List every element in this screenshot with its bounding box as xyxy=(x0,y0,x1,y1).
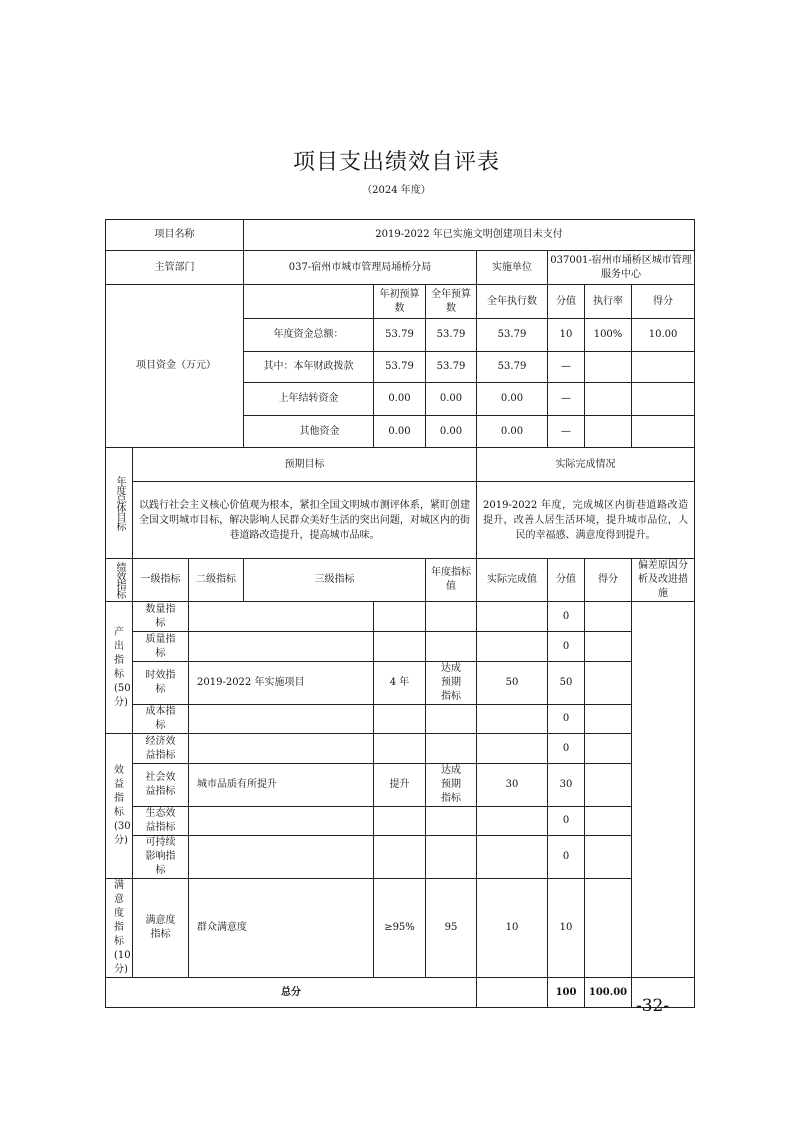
score-value xyxy=(477,705,548,734)
cell: 0.00 xyxy=(374,416,426,448)
cell: 0.00 xyxy=(477,416,548,448)
total-blank xyxy=(477,978,548,1008)
cell xyxy=(585,352,632,383)
cell xyxy=(585,416,632,448)
level1-indicator: 效益指标(30分) xyxy=(106,734,133,879)
target-value: 提升 xyxy=(374,764,426,807)
indicator-row xyxy=(106,734,695,764)
level3-indicator xyxy=(189,632,374,662)
unit-label: 实施单位 xyxy=(477,251,548,285)
actual-value xyxy=(426,632,477,662)
level3-indicator xyxy=(189,836,374,879)
level3-indicator xyxy=(189,705,374,734)
cell: 10 xyxy=(548,319,585,352)
score-value xyxy=(477,807,548,836)
funds-header: 全年预算数 xyxy=(426,285,477,319)
actual-value xyxy=(426,734,477,764)
year-subtitle: （2024 年度） xyxy=(362,185,431,196)
indicator-header: 二级指标 xyxy=(189,559,244,602)
deviation-note xyxy=(585,602,632,632)
actual-value: 达成预期指标 xyxy=(426,764,477,807)
target-value xyxy=(374,836,426,879)
cell: 0.00 xyxy=(374,383,426,416)
score: 30 xyxy=(548,764,585,807)
goals-label: 年度总体目标 xyxy=(106,448,133,559)
score: 0 xyxy=(548,602,585,632)
level2-indicator: 可持续影响指标 xyxy=(133,836,189,879)
funds-header: 得分 xyxy=(632,285,695,319)
level1-indicator: 产出指标(50分) xyxy=(106,602,133,734)
indicator-row xyxy=(106,662,695,705)
score: 0 xyxy=(548,807,585,836)
actual-value: 95 xyxy=(426,879,477,978)
cell: 0.00 xyxy=(426,383,477,416)
cell xyxy=(632,383,695,416)
expected-goal-text: 以践行社会主义核心价值观为根本，紧扣全国文明城市测评体系，紧盯创建全国文明城市目标，解决影响人民群众美好生活的突出问题，对城区内的街巷道路改造提升，提高城市品味。 xyxy=(133,482,477,559)
score-value: 30 xyxy=(477,764,548,807)
target-value xyxy=(374,602,426,632)
indicator-header: 分值 xyxy=(548,559,585,602)
funds-header: 年初预算数 xyxy=(374,285,426,319)
deviation-note xyxy=(585,879,632,978)
indicator-row xyxy=(106,705,695,734)
cell: 10.00 xyxy=(632,319,695,352)
level3-indicator xyxy=(189,602,374,632)
score: 10 xyxy=(548,879,585,978)
funds-row-label: 上年结转资金 xyxy=(244,383,374,416)
unit-value: 037001-宿州市埇桥区城市管理服务中心 xyxy=(548,251,695,285)
level2-indicator: 生态效益指标 xyxy=(133,807,189,836)
deviation-note xyxy=(585,705,632,734)
deviation-note xyxy=(585,836,632,879)
cell xyxy=(632,352,695,383)
indicator-row xyxy=(106,602,695,632)
cell: 0.00 xyxy=(426,416,477,448)
score-value: 10 xyxy=(477,879,548,978)
level3-indicator xyxy=(189,734,374,764)
page-title: 项目支出绩效自评表 xyxy=(292,150,500,175)
target-value: ≥95% xyxy=(374,879,426,978)
cell: — xyxy=(548,383,585,416)
project-name: 2019-2022 年已实施文明创建项目未支付 xyxy=(244,220,695,251)
score-value xyxy=(477,632,548,662)
expected-goal-label: 预期目标 xyxy=(133,448,477,482)
actual-value: 达成预期指标 xyxy=(426,662,477,705)
score: 50 xyxy=(548,662,585,705)
target-value: 4 年 xyxy=(374,662,426,705)
dept-value: 037-宿州市城市管理局埇桥分局 xyxy=(244,251,477,285)
deviation-note xyxy=(585,764,632,807)
level3-indicator: 2019-2022 年实施项目 xyxy=(189,662,374,705)
score-value: 50 xyxy=(477,662,548,705)
actual-value xyxy=(426,602,477,632)
indicator-row xyxy=(106,879,695,978)
actual-value xyxy=(426,836,477,879)
self-evaluation-table xyxy=(105,219,695,1008)
funds-header: 全年执行数 xyxy=(477,285,548,319)
indicator-header: 偏差原因分析及改进措施 xyxy=(632,559,695,602)
cell: 53.79 xyxy=(477,319,548,352)
level2-indicator: 时效指标 xyxy=(133,662,189,705)
actual-value xyxy=(426,705,477,734)
level2-indicator: 社会效益指标 xyxy=(133,764,189,807)
cell: — xyxy=(548,416,585,448)
funds-row-label: 其中：本年财政拨款 xyxy=(244,352,374,383)
indicator-row xyxy=(106,807,695,836)
cell: — xyxy=(548,352,585,383)
score: 0 xyxy=(548,705,585,734)
score-value xyxy=(477,734,548,764)
level3-indicator: 城市品质有所提升 xyxy=(189,764,374,807)
total-score: 100.00 xyxy=(585,978,632,1008)
level1-indicator: 满意度指标(10分) xyxy=(106,879,133,978)
indicator-header: 一级指标 xyxy=(133,559,189,602)
funds-header: 执行率 xyxy=(585,285,632,319)
level2-indicator: 质量指标 xyxy=(133,632,189,662)
cell: 53.79 xyxy=(374,352,426,383)
score: 0 xyxy=(548,734,585,764)
deviation-note xyxy=(585,807,632,836)
target-value xyxy=(374,807,426,836)
indicator-header: 得分 xyxy=(585,559,632,602)
cell: 0.00 xyxy=(477,383,548,416)
indicators-label: 绩效指标 xyxy=(106,559,133,602)
actual-text: 2019-2022 年度，完成城区内街巷道路改造提升，改善人居生活环境，提升城市品位，人民的幸福感、满意度得到提升。 xyxy=(477,482,695,559)
dept-label: 主管部门 xyxy=(106,251,244,285)
project-name-label: 项目名称 xyxy=(106,220,244,251)
level2-indicator: 成本指标 xyxy=(133,705,189,734)
score: 0 xyxy=(548,632,585,662)
level3-indicator: 群众满意度 xyxy=(189,879,374,978)
funds-row-label: 年度资金总额： xyxy=(244,319,374,352)
actual-value xyxy=(426,807,477,836)
cell xyxy=(585,383,632,416)
indicator-row xyxy=(106,764,695,807)
actual-label: 实际完成情况 xyxy=(477,448,695,482)
deviation-note xyxy=(585,662,632,705)
level2-indicator: 数量指标 xyxy=(133,602,189,632)
cell: 100% xyxy=(585,319,632,352)
indicator-header: 三级指标 xyxy=(244,559,426,602)
page-number: -32- xyxy=(636,996,670,1016)
level3-indicator xyxy=(189,807,374,836)
score-value xyxy=(477,836,548,879)
cell: 53.79 xyxy=(477,352,548,383)
funds-label: 项目资金（万元） xyxy=(106,285,244,448)
funds-header: 分值 xyxy=(548,285,585,319)
cell: 53.79 xyxy=(426,352,477,383)
score-value xyxy=(477,602,548,632)
target-value xyxy=(374,705,426,734)
indicator-header: 实际完成值 xyxy=(477,559,548,602)
level2-indicator: 满意度指标 xyxy=(133,879,189,978)
total-value: 100 xyxy=(548,978,585,1008)
funds-header-blank xyxy=(244,285,374,319)
indicator-row xyxy=(106,836,695,879)
score: 0 xyxy=(548,836,585,879)
cell: 53.79 xyxy=(374,319,426,352)
total-label: 总分 xyxy=(106,978,477,1008)
cell xyxy=(632,416,695,448)
target-value xyxy=(374,632,426,662)
level2-indicator: 经济效益指标 xyxy=(133,734,189,764)
funds-row-label: 其他资金 xyxy=(244,416,374,448)
deviation-note xyxy=(585,734,632,764)
target-value xyxy=(374,734,426,764)
indicator-header: 年度指标值 xyxy=(426,559,477,602)
indicator-row xyxy=(106,632,695,662)
deviation-note xyxy=(585,632,632,662)
cell: 53.79 xyxy=(426,319,477,352)
